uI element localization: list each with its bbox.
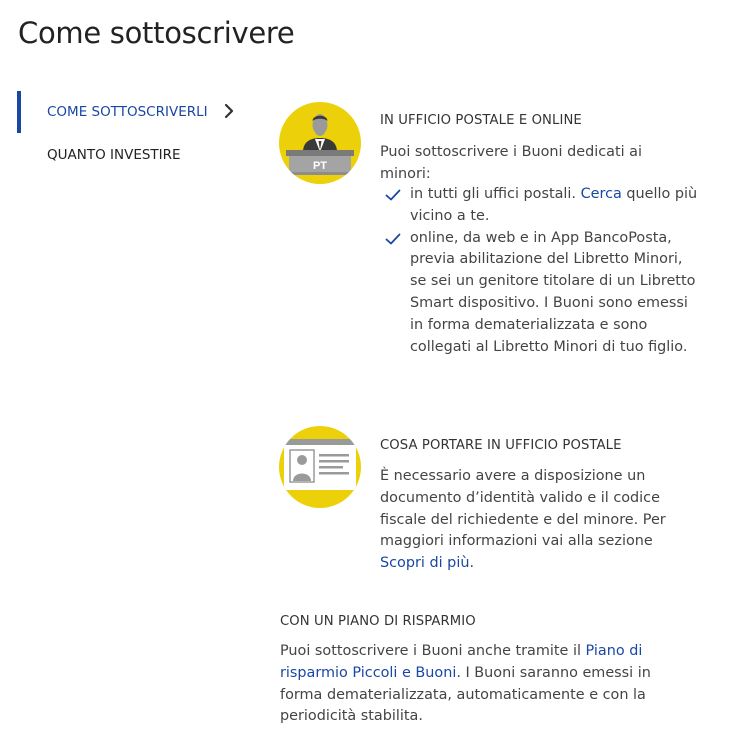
office-item-text: online, da web e in App BancoPosta, previa abilitazione del Libretto Minori, se sei un genitore titolare di un Libretto Smart dispositivo. I Buoni sono emessi in forma dematerializzata e sono collegati al Libretto Minori di tuo figlio. (410, 229, 696, 355)
cerca-link[interactable]: Cerca (580, 186, 622, 202)
checkmark-icon (385, 233, 401, 245)
office-item-text: in tutti gli uffici postali. (410, 186, 581, 202)
piano-risparmio-link[interactable]: Piano di risparmio Piccoli e Buoni (280, 643, 643, 681)
nav-active-indicator (17, 91, 21, 133)
list-item (380, 184, 700, 228)
list-item (380, 228, 700, 359)
section-heading-office: IN UFFICIO POSTALE E ONLINE (380, 113, 582, 128)
checkmark-icon (385, 189, 401, 201)
office-checklist (380, 184, 700, 358)
office-item-text-after: quello più vicino a te. (410, 186, 698, 224)
scopri-di-piu-link[interactable]: Scopri di più (380, 555, 470, 572)
chevron-right-icon[interactable] (223, 102, 235, 120)
page-title: Come sottoscrivere (18, 16, 295, 50)
id-card-icon (279, 426, 361, 508)
pt-logo-text: PT (312, 160, 328, 172)
office-intro-text: Puoi sottoscrivere i Buoni dedicati ai minori: (380, 144, 642, 182)
nav-item-come-sottoscriverli[interactable]: COME SOTTOSCRIVERLI (47, 104, 208, 120)
post-office-clerk-icon (279, 102, 361, 184)
plan-text: Puoi sottoscrivere i Buoni anche tramite il Piano di risparmio Piccoli e Buoni. I Buoni saranno emessi in forma dematerializzata, automaticamente e con la periodicità stabilita. (280, 643, 651, 725)
nav-item-quanto-investire[interactable]: QUANTO INVESTIRE (47, 147, 181, 163)
section-heading-plan: CON UN PIANO DI RISPARMIO (280, 614, 476, 629)
section-heading-documents: COSA PORTARE IN UFFICIO POSTALE (380, 438, 622, 453)
documents-text: È necessario avere a disposizione un documento d’identità valido e il codice fiscale del richiedente e del minore. Per maggiori informazioni vai alla sezione Scopri di più. (380, 468, 666, 572)
